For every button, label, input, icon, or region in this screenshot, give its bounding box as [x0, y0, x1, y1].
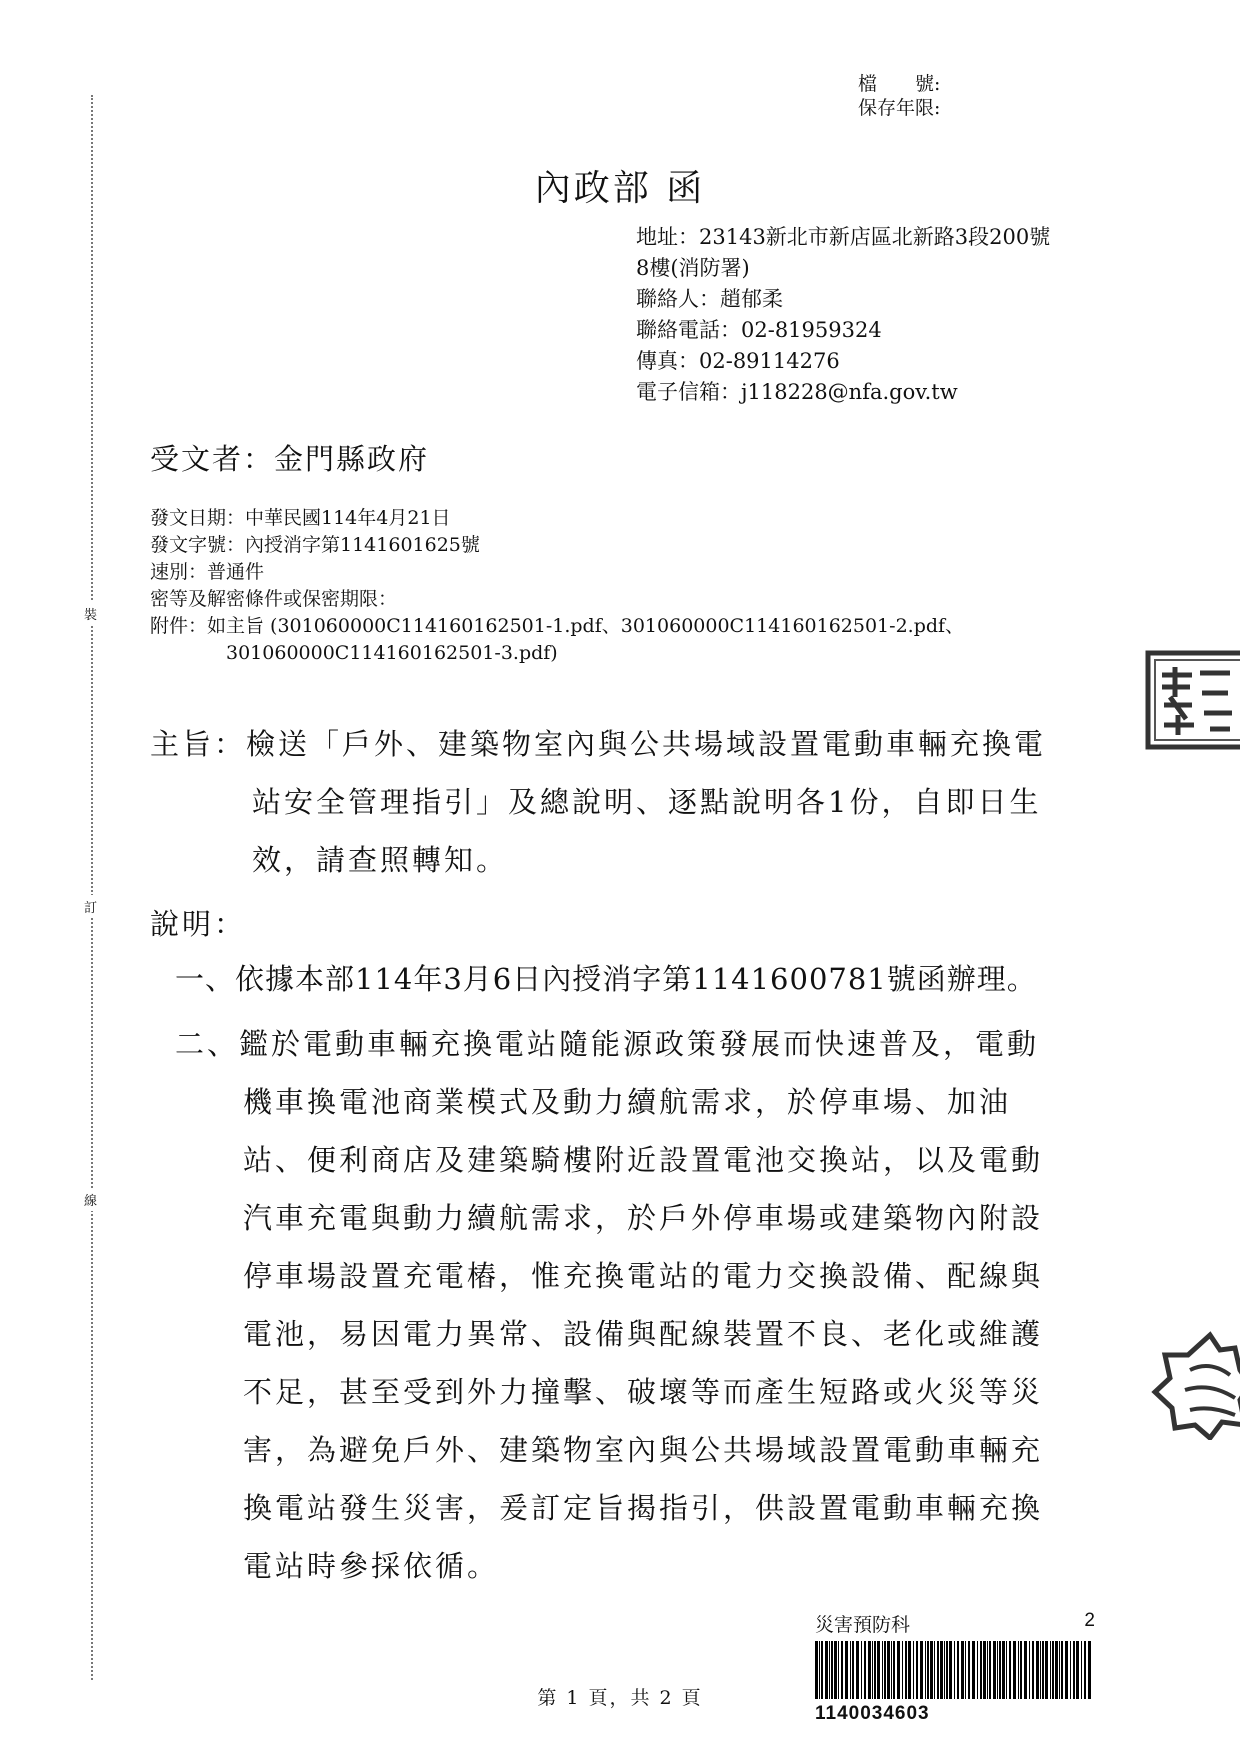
- barcode-bar: [916, 1641, 918, 1699]
- barcode-bar: [864, 1641, 866, 1699]
- item2-line: 不足，甚至受到外力撞擊、破壞等而產生短路或火災等災: [243, 1375, 1044, 1409]
- barcode-bar: [825, 1641, 828, 1699]
- explanation-item-1: 一、依據本部114年3月6日內授消字第1141600781號函辦理。: [175, 962, 1037, 996]
- barcode-bar: [877, 1641, 880, 1699]
- barcode-bar: [856, 1641, 859, 1699]
- barcode-bar: [819, 1641, 820, 1699]
- barcode-bar: [965, 1641, 966, 1699]
- barcode-bar: [972, 1641, 975, 1699]
- item2-line: 電站時參採依循。: [243, 1549, 500, 1583]
- barcode-bar: [838, 1641, 839, 1699]
- delivery-speed: 速別：普通件: [150, 561, 265, 583]
- barcode-bar: [908, 1641, 911, 1699]
- electronic-exchange-stamp: [1140, 645, 1240, 755]
- barcode-bar: [927, 1641, 929, 1699]
- contact-email: 電子信箱：j118228@nfa.gov.tw: [636, 380, 958, 404]
- department-label: 災害預防科: [815, 1615, 911, 1636]
- item2-line: 站、便利商店及建築騎樓附近設置電池交換站，以及電動: [243, 1143, 1044, 1177]
- barcode-bar: [897, 1641, 900, 1699]
- barcode-bar: [946, 1641, 948, 1699]
- barcode-bar: [989, 1641, 991, 1699]
- barcode-bar: [829, 1641, 830, 1699]
- barcode-bar: [893, 1641, 895, 1699]
- barcode-bar: [1059, 1641, 1060, 1699]
- barcode-bar: [821, 1641, 823, 1699]
- barcode-bar: [884, 1641, 886, 1699]
- barcode-bar: [845, 1641, 848, 1699]
- barcode-bar: [831, 1641, 833, 1699]
- barcode-bar: [872, 1641, 873, 1699]
- barcode-bar: [1018, 1641, 1019, 1699]
- barcode-bar: [944, 1641, 945, 1699]
- binding-mark-zhuang: 裝: [84, 602, 97, 625]
- barcode-bar: [925, 1641, 926, 1699]
- item2-line: 機車換電池商業模式及動力續航需求，於停車場、加油: [243, 1085, 1012, 1119]
- security-level: 密等及解密條件或保密期限：: [150, 588, 398, 610]
- binding-margin-line: [91, 95, 93, 1680]
- barcode-bar: [834, 1641, 837, 1699]
- page-number: 第 1 頁，共 2 頁: [537, 1687, 703, 1709]
- barcode-bar: [887, 1641, 890, 1699]
- barcode-bar: [1055, 1641, 1058, 1699]
- barcode-bar: [983, 1641, 986, 1699]
- binding-mark-ding: 訂: [84, 895, 97, 918]
- item2-line: 換電站發生災害，爰訂定旨揭指引，供設置電動車輛充換: [243, 1491, 1044, 1525]
- barcode-block: [815, 1610, 1105, 1725]
- barcode-bar: [868, 1641, 871, 1699]
- barcode-bar: [861, 1641, 862, 1699]
- barcode-bar: [905, 1641, 907, 1699]
- explanation-label: 說明：: [150, 907, 247, 941]
- barcode-bar: [882, 1641, 883, 1699]
- binding-mark-xian: 線: [84, 1188, 97, 1211]
- barcode-bar: [902, 1641, 903, 1699]
- barcode-bar: [940, 1641, 943, 1699]
- barcode-bar: [1061, 1641, 1063, 1699]
- recipient: 受文者：金門縣政府: [150, 442, 430, 476]
- barcode-bar: [1024, 1641, 1027, 1699]
- item2-line: 電池，易因電力異常、設備與配線裝置不良、老化或維護: [243, 1317, 1044, 1351]
- item2-line: 害，為避免戶外、建築物室內與公共場域設置電動車輛充: [243, 1433, 1044, 1467]
- item2-line: 汽車充電與動力續航需求，於戶外停車場或建築物內附設: [243, 1201, 1044, 1235]
- barcode-bar: [1081, 1641, 1082, 1699]
- contact-person: 聯絡人：趙郁柔: [636, 287, 783, 311]
- barcode-bar: [954, 1641, 955, 1699]
- address-line-2: 8樓(消防署): [636, 256, 750, 280]
- barcode-bar: [957, 1641, 959, 1699]
- barcode-bar: [891, 1641, 892, 1699]
- barcode-bar: [1006, 1641, 1007, 1699]
- barcode-bar: [937, 1641, 939, 1699]
- barcode-bar: [1073, 1641, 1075, 1699]
- barcode-bar: [815, 1641, 818, 1699]
- barcode-bar: [1050, 1641, 1051, 1699]
- barcode-bar: [1040, 1641, 1041, 1699]
- barcode-bar: [850, 1641, 851, 1699]
- document-title: 內政部 函: [534, 168, 706, 209]
- barcode-bars: [815, 1641, 1095, 1699]
- barcode-bar: [1002, 1641, 1005, 1699]
- barcode-bar: [1029, 1641, 1030, 1699]
- contact-phone: 聯絡電話：02-81959324: [636, 318, 882, 342]
- item2-line: 停車場設置充電樁，惟充換電站的電力交換設備、配線與: [243, 1259, 1044, 1293]
- attachments-line-2: 301060000C114160162501-3.pdf): [226, 642, 558, 664]
- barcode-bar: [1076, 1641, 1079, 1699]
- address-line-1: 地址：23143新北市新店區北新路3段200號: [636, 225, 1051, 249]
- barcode-bar: [1009, 1641, 1011, 1699]
- barcode-bar: [999, 1641, 1001, 1699]
- barcode-bar: [1070, 1641, 1071, 1699]
- barcode-bar: [997, 1641, 998, 1699]
- document-meta: [150, 505, 1080, 667]
- contact-fax: 傳真：02-89114276: [636, 349, 840, 373]
- barcode-bar: [968, 1641, 970, 1699]
- barcode-bar: [1032, 1641, 1034, 1699]
- explanation-item-2: [175, 1015, 1095, 1595]
- issue-date: 發文日期：中華民國114年4月21日: [150, 507, 451, 529]
- barcode-bar: [1084, 1641, 1086, 1699]
- barcode-bar: [1036, 1641, 1039, 1699]
- item2-line: 二、鑑於電動車輛充換電站隨能源政策發展而快速普及，電動: [175, 1027, 1040, 1061]
- barcode-bar: [1020, 1641, 1022, 1699]
- barcode-page-count: 2: [1084, 1610, 1095, 1631]
- contact-block: [636, 222, 1050, 408]
- attachments-line-1: 附件：如主旨 (301060000C114160162501-1.pdf、301060000C114160162501-2.pdf、: [150, 615, 965, 637]
- barcode-bar: [1052, 1641, 1054, 1699]
- subject-section: [150, 715, 1095, 889]
- barcode-bar: [934, 1641, 935, 1699]
- barcode-number: 1140034603: [815, 1703, 930, 1724]
- barcode-bar: [913, 1641, 914, 1699]
- barcode-bar: [987, 1641, 988, 1699]
- document-number: 發文字號：內授消字第1141601625號: [150, 534, 480, 556]
- barcode-bar: [874, 1641, 876, 1699]
- subject-line-2: 站安全管理指引」及總說明、逐點說明各1份，自即日生: [252, 785, 1042, 819]
- barcode-bar: [961, 1641, 964, 1699]
- barcode-bar: [920, 1641, 923, 1699]
- subject-line-1: 主旨：檢送「戶外、建築物室內與公共場域設置電動車輛充換電: [150, 727, 1047, 761]
- barcode-bar: [852, 1641, 854, 1699]
- barcode-bar: [841, 1641, 843, 1699]
- subject-line-3: 效，請查照轉知。: [252, 843, 509, 877]
- file-number-label: 檔 號:: [858, 73, 941, 95]
- barcode-bar: [1042, 1641, 1044, 1699]
- barcode-bar: [930, 1641, 933, 1699]
- filing-info: [858, 72, 940, 120]
- barcode-bar: [1065, 1641, 1068, 1699]
- retention-period-label: 保存年限:: [858, 97, 941, 119]
- barcode-bar: [949, 1641, 952, 1699]
- barcode-bar: [980, 1641, 982, 1699]
- barcode-bar: [1045, 1641, 1048, 1699]
- barcode-bar: [993, 1641, 996, 1699]
- barcode-bar: [977, 1641, 978, 1699]
- official-seal: [1150, 1330, 1240, 1440]
- barcode-bar: [1013, 1641, 1016, 1699]
- barcode-bar: [1088, 1641, 1091, 1699]
